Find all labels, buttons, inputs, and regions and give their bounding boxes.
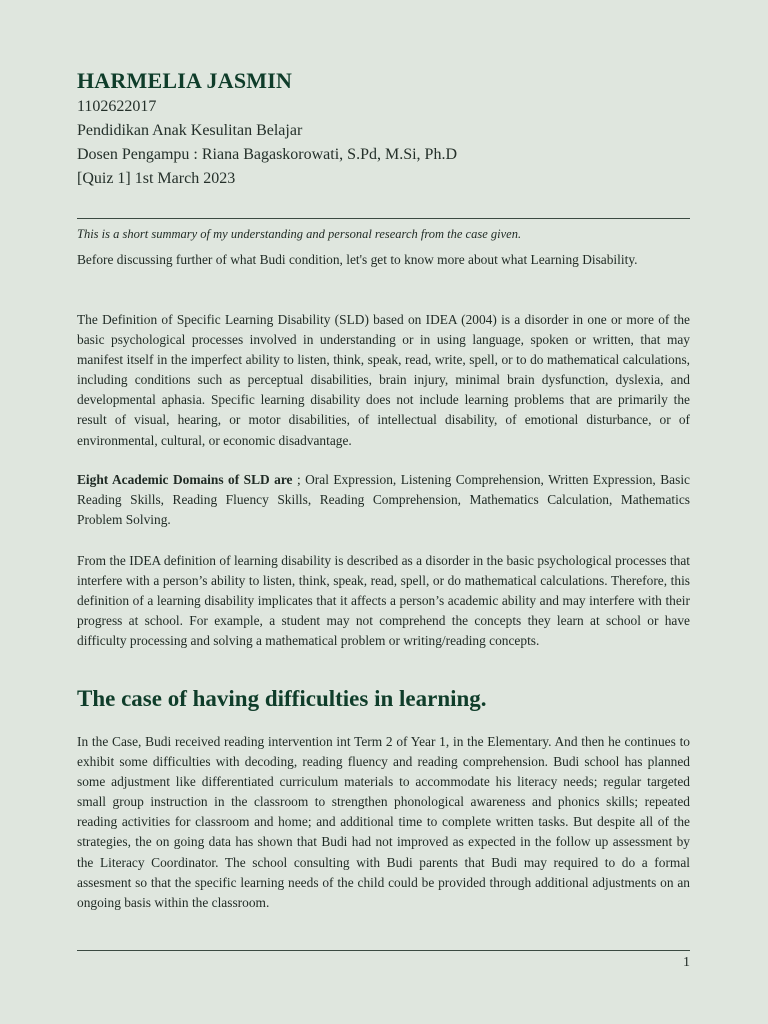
bottom-divider: [77, 950, 690, 951]
student-id: 1102622017: [77, 98, 157, 115]
section-title: The case of having difficulties in learning.: [77, 686, 487, 711]
top-divider: [77, 218, 690, 219]
paragraph-academic-domains: [77, 470, 690, 530]
intro-note: This is a short summary of my understanding and personal research from the case given.: [77, 227, 522, 241]
paragraph-case: In the Case, Budi received reading intervention int Term 2 of Year 1, in the Elementary. And then he continues to exhibit some difficulties with decoding, reading fluency and reading comprehension. Budi school has planned some adjustment like differentiated curriculum materials to accommodate his literacy needs; regular targeted small group instruction in the classroom to strengthen phonological awareness and phonics skills; repeated reading activities for classroom and home; and additional time to complete written tasks. But despite all of the strategies, the on going data has shown that Budi had not improved as expected in the follow up assessment by the Literacy Coordinator. The school consulting with Budi parents that Budi may required to do a formal assesment so that the specific learning needs of the child could be provided through additional adjustments on an ongoing basis within the classroom.: [77, 734, 690, 910]
academic-domains-label: Eight Academic Domains of SLD are: [77, 472, 293, 487]
quiz-line: [Quiz 1] 1st March 2023: [77, 170, 236, 187]
academic-domains-list: ; Oral Expression, Listening Comprehension, Written Expression, Basic Reading Skills, Reading Fluency Skills, Reading Comprehension, Mathematics Calculation, Mathematics Problem Solving.: [77, 472, 690, 528]
author-name: HARMELIA JASMIN: [77, 68, 293, 93]
page-number: 1: [683, 955, 690, 970]
paragraph-idea-explanation: From the IDEA definition of learning disability is described as a disorder in the basic psychological processes that interfere with a person’s ability to listen, think, speak, read, spell, or do mathematical calculations. Therefore, this definition of a learning disability implicates that it affects a person’s academic ability and may interfere with their progress at school. For example, a student may not comprehend the concepts they learn at school or have difficulty processing and solving a mathematical problem or writing/reading concepts.: [77, 553, 690, 649]
paragraph-intro: Before discussing further of what Budi condition, let's get to know more about what Learning Disability.: [77, 252, 638, 267]
lecturer-line: Dosen Pengampu : Riana Bagaskorowati, S.Pd, M.Si, Ph.D: [77, 146, 457, 163]
paragraph-sld-definition: The Definition of Specific Learning Disability (SLD) based on IDEA (2004) is a disorder in one or more of the basic psychological processes involved in understanding or in using language, spoken or written, that may manifest itself in the imperfect ability to listen, think, speak, read, write, spell, or to do mathematical calculations, including conditions such as perceptual disabilities, brain injury, minimal brain dysfunction, dyslexia, and developmental aphasia. Specific learning disability does not include learning problems that are primarily the result of visual, hearing, or motor disabilities, of intellectual disability, of emotional disturbance, or of environmental, cultural, or economic disadvantage.: [77, 312, 690, 448]
course-name: Pendidikan Anak Kesulitan Belajar: [77, 122, 303, 139]
